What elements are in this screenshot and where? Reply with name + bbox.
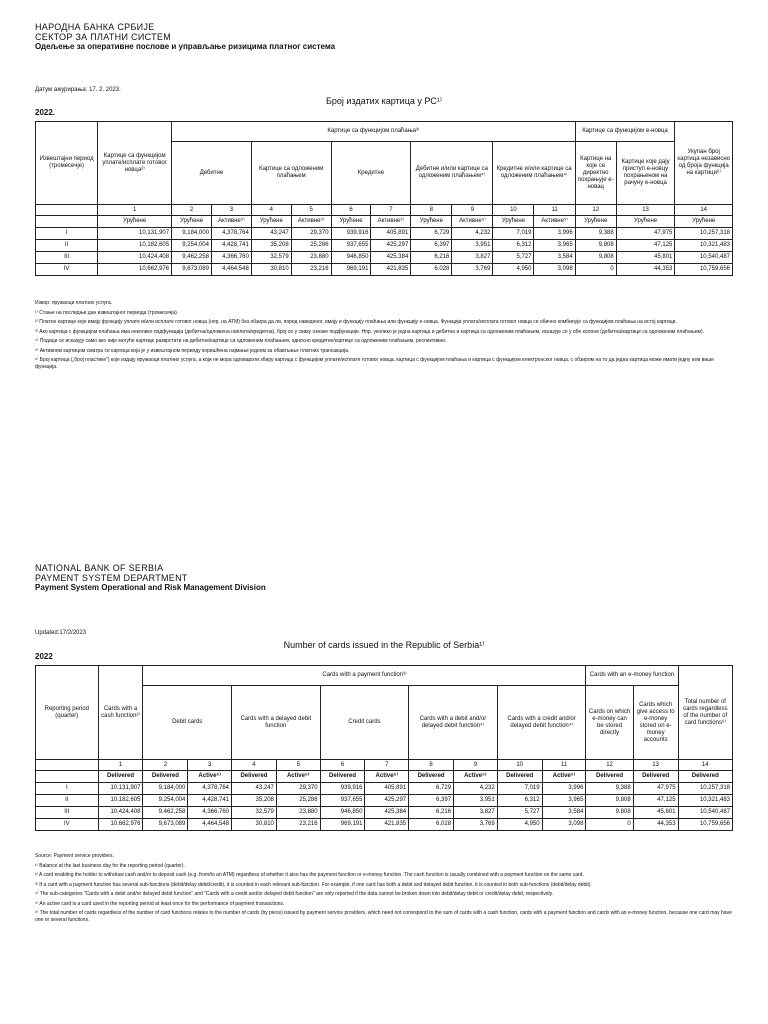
footnote: ⁵⁾ Активном картицом сматра се картица која је у извештајном периоду коришћена најмање једном за обављање платних трансакција. [35, 347, 350, 354]
value-cell: 3,951 [452, 240, 493, 252]
institution-name: NATIONAL BANK OF SERBIA [35, 563, 164, 573]
value-cell: 10,424,408 [98, 252, 172, 264]
value-cell: 6,216 [409, 807, 454, 819]
value-cell: 44,353 [633, 819, 678, 831]
delivered-label: Урућене [331, 216, 371, 228]
value-cell: 969,191 [320, 819, 365, 831]
total-cards-header: Укупан број картица независно од броја функција на картици⁶⁾ [675, 122, 733, 205]
value-cell: 7,019 [497, 783, 542, 795]
column-number: 8 [409, 760, 454, 771]
value-cell: 43,247 [232, 783, 277, 795]
department-name: PAYMENT SYSTEM DEPARTMENT [35, 573, 188, 583]
total-cards-header: Total number of cards regardless of the number of card functions⁶⁾ [678, 666, 732, 760]
value-cell: 9,808 [575, 240, 616, 252]
table-title: Број издатих картица у РС¹⁾ [326, 96, 442, 106]
value-cell: 939,916 [320, 783, 365, 795]
value-cell: 3,996 [542, 783, 586, 795]
value-cell: 10,424,408 [98, 807, 143, 819]
value-cell: 937,655 [331, 240, 371, 252]
value-cell: 4,428,741 [211, 240, 251, 252]
value-cell: 23,216 [276, 819, 320, 831]
delayed-debit-header: Cards with a delayed debit function [232, 686, 321, 760]
value-cell: 47,125 [616, 240, 675, 252]
value-cell: 10,540,487 [675, 252, 733, 264]
value-cell: 3,769 [454, 819, 498, 831]
debit-header: Debit cards [143, 686, 232, 760]
column-number: 8 [411, 205, 452, 216]
delivered-label: Delivered [232, 771, 277, 783]
value-cell: 421,835 [371, 264, 411, 276]
value-cell: 23,880 [291, 252, 331, 264]
value-cell: 10,321,483 [675, 240, 733, 252]
column-number: 1 [98, 205, 172, 216]
column-number: 14 [678, 760, 732, 771]
value-cell: 45,801 [616, 252, 675, 264]
active-label: Active⁵⁾ [542, 771, 586, 783]
value-cell: 10,540,487 [678, 807, 732, 819]
quarter-label: I [36, 228, 98, 240]
value-cell: 3,584 [542, 807, 586, 819]
footnote: ⁶⁾ The total number of cards regardless of the number of card functions relates to the number of cards (by piece) issued by payment service providers, which need not correspond to the sum of cards with a cash function, cards with a payment function and cards with an e-money function, because one card may have one or several functions. [35, 910, 732, 923]
active-label: Активне⁵⁾ [211, 216, 251, 228]
value-cell: 9,184,000 [143, 783, 188, 795]
value-cell: 6,028 [411, 264, 452, 276]
cash-function-header: Картице са функцијом уплате/исплате готовог новца²⁾ [98, 122, 172, 205]
footnote: Source: Payment service providers. [35, 853, 114, 859]
value-cell: 6,397 [409, 795, 454, 807]
column-number: 5 [276, 760, 320, 771]
active-label: Active⁵⁾ [365, 771, 409, 783]
value-cell: 4,366,760 [211, 252, 251, 264]
debit-header: Дебитне [172, 142, 252, 205]
value-cell: 9,462,258 [172, 252, 212, 264]
active-label: Активне⁵⁾ [452, 216, 493, 228]
blank-cell [36, 771, 99, 783]
value-cell: 29,370 [276, 783, 320, 795]
delivered-label: Delivered [320, 771, 365, 783]
value-cell: 10,257,318 [678, 783, 732, 795]
delivered-label: Delivered [678, 771, 732, 783]
cards-table [35, 665, 733, 831]
value-cell: 6,312 [497, 795, 542, 807]
value-cell: 3,769 [452, 264, 493, 276]
value-cell: 0 [586, 819, 633, 831]
value-cell: 6,729 [409, 783, 454, 795]
value-cell: 4,464,548 [211, 264, 251, 276]
value-cell: 32,579 [251, 252, 291, 264]
value-cell: 937,655 [320, 795, 365, 807]
value-cell: 3,827 [454, 807, 498, 819]
value-cell: 10,131,907 [98, 783, 143, 795]
credit-header: Credit cards [320, 686, 409, 760]
value-cell: 3,951 [454, 795, 498, 807]
value-cell: 6,216 [411, 252, 452, 264]
column-number: 2 [143, 760, 188, 771]
value-cell: 946,850 [320, 807, 365, 819]
emoney-function-header: Картице са функцијом е-новца [575, 122, 675, 142]
value-cell: 939,916 [331, 228, 371, 240]
footnote: ⁶⁾ Број картица („број пластике“) које издају пружаоци платних услуга, а који не мора одговарати збиру картица с функцијом уплате/исплате готовог новца, картица с функцијом плаћања и картица с функцијом електронског новца, с обзиром на то да једна картица може имати једну или више функција. [35, 357, 714, 370]
column-number: 10 [493, 205, 534, 216]
footnote: ²⁾ A card enabling the holder to withdraw cash and/or to deposit cash (e.g. from/to an ATM) regardless of whether it also has the payment function or e-money function. The cash function is usually combined with a payment function on the same card. [35, 872, 584, 878]
table-title: Number of cards issued in the Republic of Serbia¹⁾ [283, 640, 485, 650]
value-cell: 969,191 [331, 264, 371, 276]
delivered-label: Урућене [616, 216, 675, 228]
column-number: 3 [188, 760, 232, 771]
delivered-label: Delivered [586, 771, 633, 783]
value-cell: 5,727 [493, 252, 534, 264]
value-cell: 32,579 [232, 807, 277, 819]
report-year: 2022 [35, 652, 53, 661]
value-cell: 9,254,004 [143, 795, 188, 807]
table-body [36, 783, 733, 831]
delivered-label: Урућене [172, 216, 212, 228]
column-number: 1 [98, 760, 143, 771]
value-cell: 3,965 [542, 795, 586, 807]
value-cell: 6,028 [409, 819, 454, 831]
column-number: 11 [542, 760, 586, 771]
value-cell: 425,384 [371, 252, 411, 264]
value-cell: 10,759,656 [675, 264, 733, 276]
value-cell: 9,808 [586, 795, 633, 807]
blank-cell [36, 205, 98, 216]
delivered-label: Delivered [143, 771, 188, 783]
value-cell: 3,098 [542, 819, 586, 831]
value-cell: 425,297 [365, 795, 409, 807]
value-cell: 30,810 [251, 264, 291, 276]
value-cell: 10,131,907 [98, 228, 172, 240]
value-cell: 35,208 [251, 240, 291, 252]
column-number: 12 [586, 760, 633, 771]
value-cell: 4,378,764 [188, 783, 232, 795]
value-cell: 45,801 [633, 807, 678, 819]
column-number: 4 [251, 205, 291, 216]
value-cell: 10,182,605 [98, 795, 143, 807]
value-cell: 4,232 [452, 228, 493, 240]
value-cell: 10,759,656 [678, 819, 732, 831]
column-number: 9 [452, 205, 493, 216]
column-number: 11 [534, 205, 575, 216]
column-number: 13 [616, 205, 675, 216]
report-year: 2022. [35, 108, 56, 117]
value-cell: 10,662,976 [98, 264, 172, 276]
division-name: Одељење за оперативне послове и управљање ризицима платног система [35, 42, 336, 51]
delivered-label: Delivered [409, 771, 454, 783]
column-number: 5 [291, 205, 331, 216]
value-cell: 6,729 [411, 228, 452, 240]
division-name: Payment System Operational and Risk Management Division [35, 583, 266, 592]
value-cell: 30,810 [232, 819, 277, 831]
column-number: 7 [365, 760, 409, 771]
value-cell: 9,808 [586, 807, 633, 819]
footnote: ³⁾ Ако картица с функцијом плаћања има неколико подфункција (дебитна/одложена наплата/кредитна), број се у сваку ознаке подфункције. Нпр. уколико је једна картица и дебитна и картица са одложеним плаћањем, исказује се у обе колоне (дебитна/картице са одложеним плаћањем). [35, 328, 705, 335]
active-label: Active⁵⁾ [276, 771, 320, 783]
quarter-label: II [36, 795, 99, 807]
delivered-label: Урућене [575, 216, 616, 228]
delivered-label: Delivered [497, 771, 542, 783]
active-label: Активне⁵⁾ [534, 216, 575, 228]
value-cell: 3,098 [534, 264, 575, 276]
active-label: Активне⁵⁾ [371, 216, 411, 228]
delivered-label: Урућене [493, 216, 534, 228]
updated-date: Updated:17/2/2023 [35, 630, 87, 636]
table-row [36, 264, 733, 276]
column-number: 13 [633, 760, 678, 771]
credit-delayed-header: Cards with a credit and/or delayed debit function⁴⁾ [497, 686, 586, 760]
delivered-label: Delivered [98, 771, 143, 783]
value-cell: 405,891 [365, 783, 409, 795]
active-label: Активне⁵⁾ [291, 216, 331, 228]
value-cell: 9,673,089 [172, 264, 212, 276]
value-cell: 4,232 [454, 783, 498, 795]
footnote: Извор: пружаоци платних услуга. [35, 300, 113, 306]
value-cell: 4,378,764 [211, 228, 251, 240]
period-header: Reporting period (quarter) [36, 666, 99, 760]
cards-table [35, 121, 733, 276]
cash-function-header: Cards with a cash function²⁾ [98, 666, 143, 760]
column-number-row [36, 760, 733, 771]
value-cell: 3,965 [534, 240, 575, 252]
value-cell: 9,808 [575, 252, 616, 264]
emoney-stored-header: Cards on which e-money can be stored directly [586, 686, 633, 760]
value-cell: 47,975 [616, 228, 675, 240]
footnote: ⁴⁾ Подаци се исказују само ако није могуће картице разврстати на дебитне/картице са одложеним плаћањем, односно кредитне/картице са одложеним плаћањем, респективно. [35, 338, 447, 344]
footnote: ⁵⁾ An active card is a card used in the reporting period at least once for the performance of payment transactions. [35, 900, 285, 907]
value-cell: 10,257,318 [675, 228, 733, 240]
column-number: 14 [675, 205, 733, 216]
quarter-label: III [36, 807, 99, 819]
emoney-access-header: Картице које дају приступ е-новцу похрањеном на рачуну е-новца [616, 142, 675, 205]
value-cell: 3,827 [452, 252, 493, 264]
table-row [36, 807, 733, 819]
delayed-debit-header: Картице са одложеним плаћањем [251, 142, 331, 205]
table-body [36, 228, 733, 276]
column-number-row [36, 205, 733, 216]
value-cell: 4,428,741 [188, 795, 232, 807]
active-label: Active⁵⁾ [454, 771, 498, 783]
value-cell: 44,353 [616, 264, 675, 276]
value-cell: 6,397 [411, 240, 452, 252]
delivered-label: Урућене [98, 216, 172, 228]
value-cell: 0 [575, 264, 616, 276]
debit-delayed-header: Cards with a debit and/or delayed debit function⁴⁾ [409, 686, 498, 760]
credit-delayed-header: Кредитне и/или картице са одложеним плаћањем⁴⁾ [493, 142, 575, 205]
column-number: 6 [320, 760, 365, 771]
payment-function-header: Картице са функцијом плаћања³⁾ [172, 122, 576, 142]
value-cell: 25,286 [291, 240, 331, 252]
department-name: СЕКТОР ЗА ПЛАТНИ СИСТЕМ [35, 32, 171, 42]
blank-cell [36, 760, 99, 771]
column-number: 12 [575, 205, 616, 216]
blank-cell [36, 216, 98, 228]
value-cell: 47,125 [633, 795, 678, 807]
value-cell: 9,388 [575, 228, 616, 240]
value-cell: 421,835 [365, 819, 409, 831]
payment-function-header: Cards with a payment function³⁾ [143, 666, 586, 686]
credit-header: Кредитне [331, 142, 411, 205]
value-cell: 43,247 [251, 228, 291, 240]
footnote: ²⁾ Платне картице које имају функцију уплате и/или исплате готовог новца (нпр. на АТМ) без обзира да ли, поред наведеног, имају и функцију плаћања или функцију е-новца. Функција уплата/исплата готовог новца се обично комбинује са функцијом плаћања на истој картици. [35, 319, 677, 325]
column-number: 10 [497, 760, 542, 771]
footnote: ³⁾ If a card with a payment function has several sub-functions (debit/delay debit/credit), it is counted in each relevant sub-function. For example, if one card has both a debit and delayed debit function, it is counted in both sub-functions (debit/delay debit). [35, 881, 592, 888]
active-label: Active⁵⁾ [188, 771, 232, 783]
column-number: 7 [371, 205, 411, 216]
footnotes [35, 853, 735, 926]
value-cell: 425,384 [365, 807, 409, 819]
value-cell: 4,950 [493, 264, 534, 276]
table-row [36, 819, 733, 831]
delivered-label: Урућене [411, 216, 452, 228]
value-cell: 5,727 [497, 807, 542, 819]
table-row [36, 240, 733, 252]
emoney-function-header: Cards with an e-money function [586, 666, 678, 686]
value-cell: 10,182,605 [98, 240, 172, 252]
value-cell: 425,297 [371, 240, 411, 252]
quarter-label: III [36, 252, 98, 264]
column-number: 2 [172, 205, 212, 216]
column-number: 4 [232, 760, 277, 771]
value-cell: 9,388 [586, 783, 633, 795]
value-cell: 3,996 [534, 228, 575, 240]
value-cell: 10,321,483 [678, 795, 732, 807]
column-number: 9 [454, 760, 498, 771]
footnote: ¹⁾ Balance at the last business day for the reporting period (quarter). [35, 862, 185, 869]
institution-header [35, 563, 266, 593]
value-cell: 10,662,976 [98, 819, 143, 831]
value-cell: 29,370 [291, 228, 331, 240]
delivered-label: Delivered [633, 771, 678, 783]
value-cell: 25,286 [276, 795, 320, 807]
value-cell: 9,254,004 [172, 240, 212, 252]
footnote: ¹⁾ Стање на последњи дан извештајног периода (тромесечја). [35, 309, 179, 316]
column-number: 3 [211, 205, 251, 216]
table-row [36, 795, 733, 807]
status-label-row [36, 771, 733, 783]
value-cell: 6,312 [493, 240, 534, 252]
debit-delayed-header: Дебитне и/или картице са одложеним плаћањем⁴⁾ [411, 142, 493, 205]
footnote: ⁴⁾ The sub-categories "Cards with a debit and/or delayed debit function" and "Cards with a credit and/or delayed debit function" are only reported if the data cannot be broken down into debit/delay debit or credit/delay debit, respectively. [35, 891, 554, 897]
value-cell: 405,891 [371, 228, 411, 240]
quarter-label: IV [36, 819, 99, 831]
value-cell: 47,975 [633, 783, 678, 795]
updated-date: Датум ажурирања: 17. 2. 2023. [35, 87, 121, 93]
footnotes [35, 300, 735, 373]
delivered-label: Урућене [251, 216, 291, 228]
table-row [36, 228, 733, 240]
value-cell: 4,950 [497, 819, 542, 831]
value-cell: 4,464,548 [188, 819, 232, 831]
quarter-label: II [36, 240, 98, 252]
value-cell: 4,366,760 [188, 807, 232, 819]
delivered-label: Урућене [675, 216, 733, 228]
value-cell: 23,880 [276, 807, 320, 819]
institution-header [35, 22, 335, 52]
emoney-access-header: Cards which give access to e-money stored on e-money accounts [633, 686, 678, 760]
table-row [36, 783, 733, 795]
value-cell: 9,184,000 [172, 228, 212, 240]
value-cell: 9,673,089 [143, 819, 188, 831]
value-cell: 9,462,258 [143, 807, 188, 819]
value-cell: 35,208 [232, 795, 277, 807]
emoney-stored-header: Картице на које се директно похрањује е-новац [575, 142, 616, 205]
status-label-row [36, 216, 733, 228]
institution-name: НАРОДНА БАНКА СРБИЈЕ [35, 22, 155, 32]
column-number: 6 [331, 205, 371, 216]
table-row [36, 252, 733, 264]
quarter-label: I [36, 783, 99, 795]
value-cell: 3,584 [534, 252, 575, 264]
quarter-label: IV [36, 264, 98, 276]
value-cell: 946,850 [331, 252, 371, 264]
value-cell: 23,216 [291, 264, 331, 276]
period-header: Извештајни период (тромесечје) [36, 122, 98, 205]
value-cell: 7,019 [493, 228, 534, 240]
